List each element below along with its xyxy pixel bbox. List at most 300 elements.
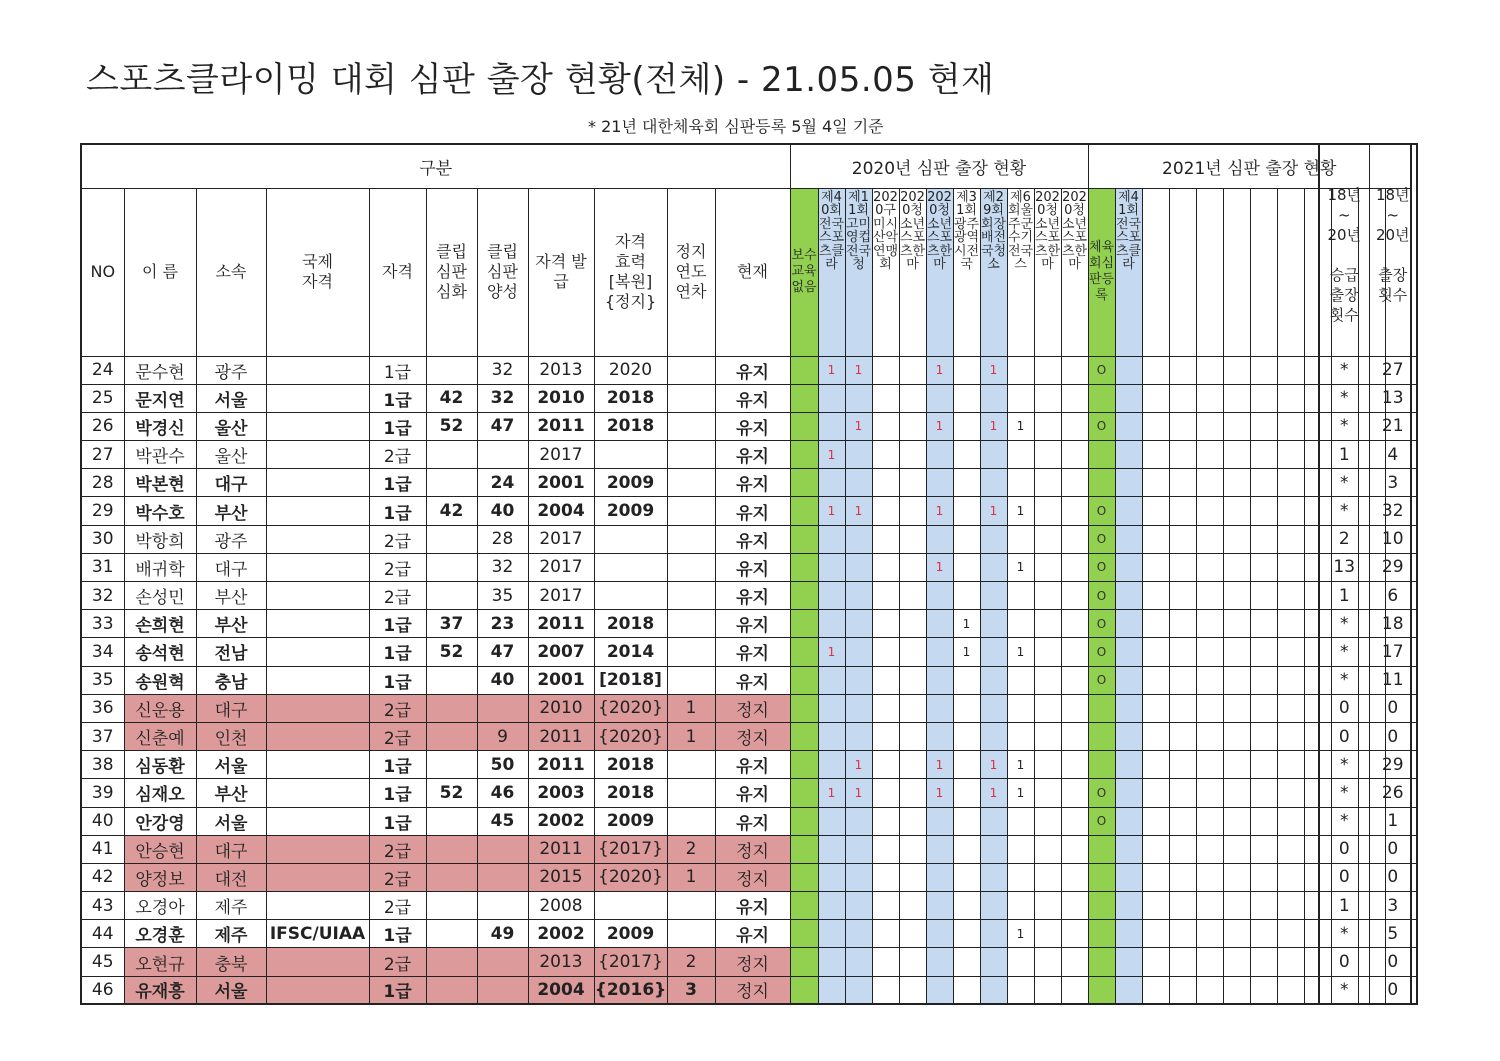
- cell-valid: [594, 892, 667, 920]
- cell-status: 유지: [715, 610, 790, 638]
- cell-event-2021: [1277, 469, 1304, 497]
- cell-event-2020: [1034, 356, 1061, 384]
- cell-event-2021: [1115, 553, 1142, 581]
- cell-name: 오경아: [124, 892, 196, 920]
- cell-event-2020: 1: [1007, 920, 1034, 948]
- cell-event-2021: [1250, 751, 1277, 779]
- cell-event-2020: 1: [818, 779, 845, 807]
- cell-event-2020: [980, 835, 1007, 863]
- cell-event-2021: [1223, 553, 1250, 581]
- cell-event-2020: [872, 779, 899, 807]
- cell-event-2020: 1: [926, 751, 953, 779]
- cell-affil: 충북: [196, 948, 266, 976]
- cell-event-2021: [1142, 807, 1169, 835]
- event-2020-header: 2020청소년스포츠한마: [899, 188, 926, 356]
- cell-qual: 1급: [369, 920, 426, 948]
- cell-train: 28: [477, 525, 528, 553]
- cell-issue: 2008: [528, 892, 594, 920]
- cell-event-2021: [1223, 779, 1250, 807]
- cell-event-2020: [1007, 441, 1034, 469]
- cell-event-2021: [1142, 610, 1169, 638]
- cell-intl: [266, 863, 369, 891]
- cell-event-2020: [953, 441, 980, 469]
- cell-event-2021: [1196, 666, 1223, 694]
- cell-intl: [266, 553, 369, 581]
- side-row: [1319, 892, 1417, 920]
- cell-event-2021: [1196, 412, 1223, 440]
- cell-event-2020: [899, 441, 926, 469]
- cell-event-2021: O: [1088, 666, 1115, 694]
- cell-event-2020: [953, 779, 980, 807]
- cell-affil: 서울: [196, 384, 266, 412]
- cell-event-2021: [1223, 441, 1250, 469]
- side-row: [1319, 497, 1417, 525]
- cell-issue: 2001: [528, 666, 594, 694]
- table-row: [81, 948, 1411, 976]
- cell-status: 정지: [715, 976, 790, 1004]
- cell-event-2021: O: [1088, 638, 1115, 666]
- cell-event-2021: [1196, 976, 1223, 1004]
- cell-event-2020: [899, 920, 926, 948]
- cell-event-2020: [980, 610, 1007, 638]
- cell-susp: [667, 582, 715, 610]
- cell-issue: 2017: [528, 441, 594, 469]
- cell-event-2020: [953, 666, 980, 694]
- cell-event-2021: [1169, 638, 1196, 666]
- cell-event-2020: [899, 948, 926, 976]
- cell-train: 50: [477, 751, 528, 779]
- cell-event-2021: [1115, 694, 1142, 722]
- cell-event-2020: [1034, 441, 1061, 469]
- cell-deep: 42: [426, 384, 477, 412]
- cell-event-2020: [872, 666, 899, 694]
- cell-event-2020: [1034, 469, 1061, 497]
- cell-event-2021: [1169, 610, 1196, 638]
- cell-event-2021: [1169, 694, 1196, 722]
- cell-deep: [426, 582, 477, 610]
- cell-event-2021: [1223, 722, 1250, 750]
- cell-event-2021: [1223, 638, 1250, 666]
- cell-event-2020: [818, 976, 845, 1004]
- cell-event-2020: [980, 694, 1007, 722]
- cell-issue: 2011: [528, 835, 594, 863]
- cell-event-2020: 1: [818, 356, 845, 384]
- cell-event-2021: [1169, 779, 1196, 807]
- cell-status: 유지: [715, 638, 790, 666]
- cell-event-2021: [1277, 441, 1304, 469]
- cell-event-2021: [1088, 863, 1115, 891]
- cell-event-2021: O: [1088, 497, 1115, 525]
- cell-event-2021: O: [1088, 582, 1115, 610]
- cell-event-2021: [1250, 863, 1277, 891]
- cell-event-2021: [1277, 694, 1304, 722]
- cell-event-2021: [1250, 666, 1277, 694]
- cell-event-2021: [1277, 666, 1304, 694]
- cell-event-2021: [1088, 384, 1115, 412]
- cell-status: 정지: [715, 835, 790, 863]
- cell-event-2021: [1169, 553, 1196, 581]
- cell-event-2020: [980, 384, 1007, 412]
- cell-event-2021: [1169, 582, 1196, 610]
- cell-event-2021: [1115, 807, 1142, 835]
- event-2020-header: 2020청소년스포츠한마: [1034, 188, 1061, 356]
- cell-intl: [266, 384, 369, 412]
- table-row: [81, 384, 1411, 412]
- cell-event-2020: [845, 553, 872, 581]
- cell-event-2021: [1223, 948, 1250, 976]
- cell-no: 29: [81, 497, 124, 525]
- event-2020-header: 보수교육없음: [790, 188, 818, 356]
- cell-s2: 11: [1369, 666, 1417, 694]
- cell-event-2020: [1061, 525, 1088, 553]
- cell-event-2020: [818, 412, 845, 440]
- cell-event-2020: [980, 666, 1007, 694]
- cell-status: 유지: [715, 384, 790, 412]
- cell-intl: [266, 497, 369, 525]
- cell-event-2020: [818, 384, 845, 412]
- cell-deep: [426, 694, 477, 722]
- cell-qual: 2급: [369, 835, 426, 863]
- cell-s2: 0: [1369, 694, 1417, 722]
- cell-susp: [667, 638, 715, 666]
- cell-event-2021: [1115, 976, 1142, 1004]
- cell-event-2020: [818, 948, 845, 976]
- cell-qual: 1급: [369, 779, 426, 807]
- cell-event-2021: [1277, 497, 1304, 525]
- cell-train: 32: [477, 384, 528, 412]
- cell-event-2020: [899, 582, 926, 610]
- cell-issue: 2011: [528, 412, 594, 440]
- cell-train: 9: [477, 722, 528, 750]
- cell-event-2021: [1196, 892, 1223, 920]
- cell-event-2020: [845, 835, 872, 863]
- cell-no: 33: [81, 610, 124, 638]
- cell-name: 문수현: [124, 356, 196, 384]
- cell-event-2020: [790, 412, 818, 440]
- cell-event-2021: [1223, 920, 1250, 948]
- cell-valid: {2016}: [594, 976, 667, 1004]
- cell-event-2020: [845, 638, 872, 666]
- cell-event-2021: [1088, 751, 1115, 779]
- cell-event-2020: [1034, 976, 1061, 1004]
- cell-event-2021: [1250, 835, 1277, 863]
- cell-event-2020: [872, 807, 899, 835]
- cell-event-2021: [1250, 469, 1277, 497]
- cell-name: 신춘예: [124, 722, 196, 750]
- cell-event-2020: [1034, 807, 1061, 835]
- table-row: [81, 412, 1411, 440]
- cell-event-2020: [872, 722, 899, 750]
- cell-intl: [266, 666, 369, 694]
- cell-event-2021: [1115, 751, 1142, 779]
- cell-event-2020: [926, 384, 953, 412]
- cell-s1: 1: [1319, 582, 1369, 610]
- cell-event-2021: [1088, 694, 1115, 722]
- cell-s2: 21: [1369, 412, 1417, 440]
- cell-event-2020: [1034, 497, 1061, 525]
- cell-s1: 13: [1319, 553, 1369, 581]
- cell-intl: [266, 892, 369, 920]
- cell-status: 정지: [715, 948, 790, 976]
- cell-event-2020: [899, 976, 926, 1004]
- cell-issue: 2003: [528, 779, 594, 807]
- cell-affil: 광주: [196, 356, 266, 384]
- cell-s2: 3: [1369, 892, 1417, 920]
- cell-event-2021: [1115, 525, 1142, 553]
- cell-event-2020: [1061, 610, 1088, 638]
- cell-valid: [594, 553, 667, 581]
- cell-event-2020: [1061, 553, 1088, 581]
- side-row: [1319, 920, 1417, 948]
- cell-s1: *: [1319, 497, 1369, 525]
- cell-event-2020: [872, 976, 899, 1004]
- cell-event-2021: [1169, 666, 1196, 694]
- cell-issue: 2011: [528, 751, 594, 779]
- cell-event-2021: [1277, 892, 1304, 920]
- cell-valid: [594, 525, 667, 553]
- cell-event-2020: [872, 835, 899, 863]
- cell-event-2020: [1007, 807, 1034, 835]
- cell-event-2020: [980, 976, 1007, 1004]
- cell-valid: [594, 441, 667, 469]
- col-header-qual: 자격: [369, 188, 426, 356]
- cell-deep: [426, 525, 477, 553]
- cell-event-2020: [1061, 835, 1088, 863]
- cell-event-2021: [1196, 497, 1223, 525]
- cell-event-2020: [1061, 412, 1088, 440]
- cell-event-2021: [1277, 976, 1304, 1004]
- cell-s2: 17: [1369, 638, 1417, 666]
- cell-name: 박항희: [124, 525, 196, 553]
- cell-issue: 2002: [528, 807, 594, 835]
- cell-event-2021: [1277, 948, 1304, 976]
- cell-s1: *: [1319, 412, 1369, 440]
- table-row: [81, 553, 1411, 581]
- cell-event-2020: [926, 638, 953, 666]
- cell-event-2020: [1034, 948, 1061, 976]
- cell-event-2021: [1115, 469, 1142, 497]
- cell-status: 정지: [715, 694, 790, 722]
- side-row: [1319, 553, 1417, 581]
- cell-s1: *: [1319, 356, 1369, 384]
- cell-issue: 2001: [528, 469, 594, 497]
- cell-train: 45: [477, 807, 528, 835]
- cell-issue: 2013: [528, 948, 594, 976]
- cell-event-2021: [1142, 751, 1169, 779]
- cell-affil: 대전: [196, 863, 266, 891]
- cell-susp: [667, 920, 715, 948]
- cell-event-2020: 1: [926, 497, 953, 525]
- cell-event-2021: [1142, 779, 1169, 807]
- cell-intl: [266, 948, 369, 976]
- cell-deep: [426, 863, 477, 891]
- cell-s1: 1: [1319, 892, 1369, 920]
- cell-event-2020: 1: [953, 610, 980, 638]
- cell-event-2021: [1169, 497, 1196, 525]
- cell-event-2020: [818, 920, 845, 948]
- cell-valid: {2017}: [594, 835, 667, 863]
- cell-event-2020: [980, 948, 1007, 976]
- cell-deep: [426, 356, 477, 384]
- cell-event-2021: [1142, 412, 1169, 440]
- cell-event-2020: [1007, 863, 1034, 891]
- cell-train: [477, 976, 528, 1004]
- cell-s1: *: [1319, 976, 1369, 1004]
- cell-event-2021: [1115, 441, 1142, 469]
- cell-event-2020: [980, 553, 1007, 581]
- cell-deep: [426, 807, 477, 835]
- cell-event-2021: [1277, 722, 1304, 750]
- cell-s2: 0: [1369, 722, 1417, 750]
- cell-train: 40: [477, 497, 528, 525]
- side-row: [1319, 863, 1417, 891]
- cell-event-2020: [926, 582, 953, 610]
- cell-event-2020: [953, 384, 980, 412]
- cell-s2: 0: [1369, 976, 1417, 1004]
- cell-event-2021: [1223, 666, 1250, 694]
- cell-affil: 대구: [196, 694, 266, 722]
- cell-issue: 2010: [528, 384, 594, 412]
- cell-event-2020: [926, 525, 953, 553]
- cell-event-2020: [899, 807, 926, 835]
- cell-deep: [426, 892, 477, 920]
- cell-event-2020: [790, 751, 818, 779]
- cell-train: 32: [477, 356, 528, 384]
- cell-event-2020: [790, 441, 818, 469]
- event-2020-header: 2020구미시산악연맹회: [872, 188, 899, 356]
- cell-event-2020: [953, 469, 980, 497]
- event-2021-header: [1142, 188, 1169, 356]
- cell-affil: 부산: [196, 582, 266, 610]
- cell-event-2020: [790, 469, 818, 497]
- cell-no: 38: [81, 751, 124, 779]
- side-row: [1319, 469, 1417, 497]
- cell-event-2020: [872, 384, 899, 412]
- cell-event-2021: [1169, 948, 1196, 976]
- cell-event-2021: [1196, 807, 1223, 835]
- cell-event-2020: [953, 412, 980, 440]
- cell-status: 유지: [715, 441, 790, 469]
- cell-s1: *: [1319, 920, 1369, 948]
- table-row: [81, 694, 1411, 722]
- cell-event-2020: [1061, 892, 1088, 920]
- cell-intl: [266, 835, 369, 863]
- cell-valid: {2020}: [594, 722, 667, 750]
- header-group: 구분: [81, 144, 790, 188]
- cell-event-2020: [1007, 976, 1034, 1004]
- cell-event-2021: O: [1088, 553, 1115, 581]
- cell-event-2020: [845, 920, 872, 948]
- cell-status: 유지: [715, 779, 790, 807]
- cell-event-2020: [818, 610, 845, 638]
- cell-event-2020: 1: [845, 751, 872, 779]
- cell-event-2020: [899, 469, 926, 497]
- cell-event-2020: [1061, 356, 1088, 384]
- header-2020: 2020년 심판 출장 현황: [790, 144, 1088, 188]
- cell-qual: 1급: [369, 751, 426, 779]
- cell-deep: 42: [426, 497, 477, 525]
- table-row: [81, 610, 1411, 638]
- cell-event-2020: [790, 694, 818, 722]
- cell-qual: 2급: [369, 694, 426, 722]
- header-2021: 2021년 심판 출장 현황: [1088, 144, 1411, 188]
- cell-event-2021: [1169, 384, 1196, 412]
- cell-event-2021: [1169, 441, 1196, 469]
- cell-event-2020: [845, 666, 872, 694]
- cell-event-2020: 1: [845, 779, 872, 807]
- cell-event-2021: [1115, 356, 1142, 384]
- cell-event-2020: [790, 835, 818, 863]
- cell-event-2020: [1007, 525, 1034, 553]
- cell-event-2020: 1: [926, 779, 953, 807]
- cell-event-2020: [926, 666, 953, 694]
- cell-susp: [667, 751, 715, 779]
- cell-qual: 1급: [369, 638, 426, 666]
- cell-event-2021: [1115, 497, 1142, 525]
- cell-valid: {2017}: [594, 948, 667, 976]
- cell-issue: 2017: [528, 525, 594, 553]
- cell-event-2020: [818, 666, 845, 694]
- cell-event-2020: 1: [1007, 412, 1034, 440]
- cell-event-2021: [1277, 384, 1304, 412]
- cell-susp: [667, 807, 715, 835]
- cell-event-2021: [1169, 835, 1196, 863]
- cell-event-2020: [926, 610, 953, 638]
- cell-event-2021: [1250, 976, 1277, 1004]
- cell-no: 37: [81, 722, 124, 750]
- cell-event-2021: [1115, 722, 1142, 750]
- cell-event-2020: [953, 553, 980, 581]
- cell-s2: 27: [1369, 356, 1417, 384]
- side-row: [1319, 807, 1417, 835]
- cell-event-2020: [899, 384, 926, 412]
- side-row: [1319, 948, 1417, 976]
- cell-event-2020: [1061, 469, 1088, 497]
- cell-event-2020: 1: [818, 638, 845, 666]
- cell-event-2020: [872, 892, 899, 920]
- cell-issue: 2015: [528, 863, 594, 891]
- cell-event-2021: [1196, 356, 1223, 384]
- cell-event-2021: [1142, 976, 1169, 1004]
- cell-event-2020: [872, 638, 899, 666]
- cell-intl: [266, 469, 369, 497]
- side-row: [1319, 638, 1417, 666]
- cell-event-2021: [1088, 948, 1115, 976]
- cell-event-2021: [1250, 525, 1277, 553]
- cell-event-2020: [790, 722, 818, 750]
- cell-event-2020: [980, 525, 1007, 553]
- side-row: [1319, 610, 1417, 638]
- table-row: [81, 722, 1411, 750]
- cell-event-2020: [790, 356, 818, 384]
- cell-s2: 1: [1369, 807, 1417, 835]
- cell-no: 35: [81, 666, 124, 694]
- cell-status: 정지: [715, 863, 790, 891]
- cell-event-2020: [872, 441, 899, 469]
- cell-event-2020: 1: [845, 497, 872, 525]
- cell-s2: 29: [1369, 751, 1417, 779]
- cell-event-2020: [980, 722, 1007, 750]
- table-row: [81, 863, 1411, 891]
- cell-event-2020: [899, 412, 926, 440]
- cell-event-2020: 1: [980, 751, 1007, 779]
- cell-event-2021: [1169, 892, 1196, 920]
- cell-event-2021: [1142, 892, 1169, 920]
- cell-event-2021: [1142, 835, 1169, 863]
- cell-event-2020: [1034, 412, 1061, 440]
- cell-name: 손희현: [124, 610, 196, 638]
- cell-s1: *: [1319, 638, 1369, 666]
